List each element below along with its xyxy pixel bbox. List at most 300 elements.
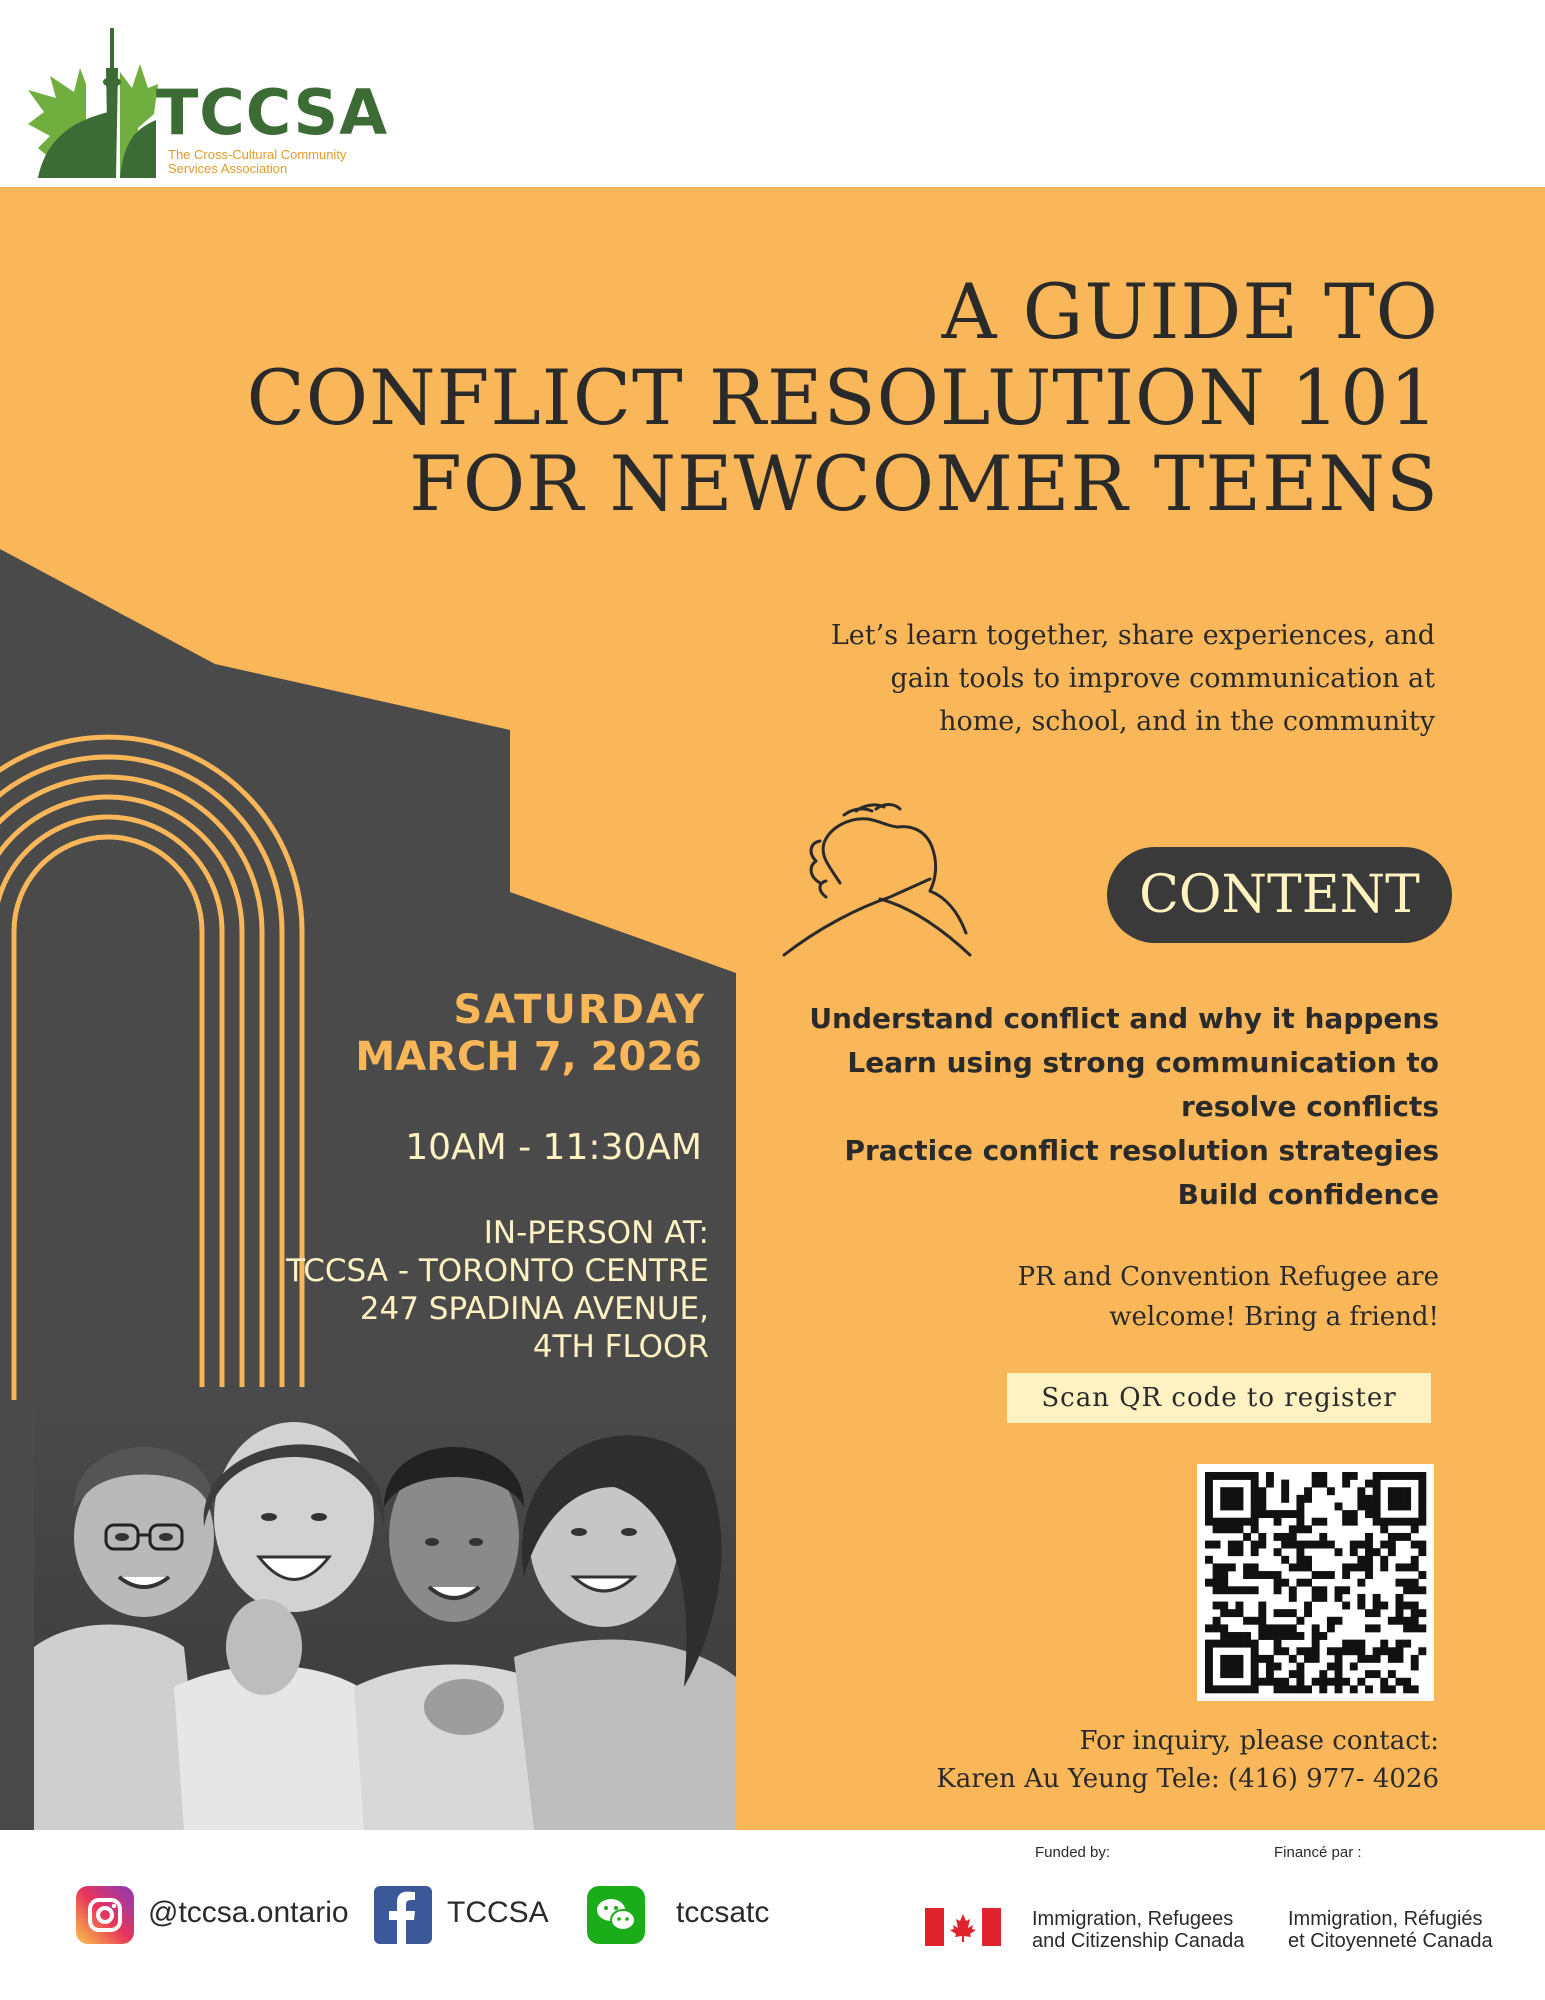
qr-module <box>1357 1640 1365 1648</box>
qr-module <box>1220 1655 1228 1663</box>
ircc-french <box>1288 1908 1493 1952</box>
qr-module <box>1304 1647 1312 1655</box>
qr-module <box>1220 1563 1228 1571</box>
event-subtitle <box>735 614 1435 743</box>
qr-module <box>1373 1548 1381 1556</box>
qr-module <box>1281 1556 1289 1564</box>
qr-module <box>1243 1632 1251 1640</box>
qr-module <box>1411 1525 1419 1533</box>
qr-module <box>1403 1579 1411 1587</box>
qr-module <box>1205 1670 1213 1678</box>
qr-module <box>1357 1487 1365 1495</box>
qr-module <box>1213 1563 1221 1571</box>
qr-module <box>1213 1571 1221 1579</box>
qr-module <box>1274 1632 1282 1640</box>
qr-module <box>1281 1480 1289 1488</box>
qr-module <box>1281 1579 1289 1587</box>
qr-module <box>1342 1571 1350 1579</box>
qr-module <box>1220 1586 1228 1594</box>
qr-module <box>1220 1632 1228 1640</box>
qr-module <box>1312 1472 1320 1480</box>
qr-module <box>1289 1533 1297 1541</box>
qr-module <box>1411 1655 1419 1663</box>
qr-module <box>1243 1586 1251 1594</box>
qr-module <box>1235 1685 1243 1693</box>
qr-module <box>1266 1510 1274 1518</box>
qr-module <box>1296 1525 1304 1533</box>
qr-module <box>1274 1678 1282 1686</box>
qr-module <box>1251 1541 1259 1549</box>
qr-module <box>1403 1624 1411 1632</box>
ircc-english <box>1032 1908 1244 1952</box>
welcome-line1: PR and Convention Refugee are <box>1017 1262 1439 1292</box>
qr-module <box>1274 1624 1282 1632</box>
qr-module <box>1335 1647 1343 1655</box>
qr-module <box>1296 1548 1304 1556</box>
qr-module <box>1274 1579 1282 1587</box>
subtitle-line3: home, school, and in the community <box>939 706 1435 737</box>
qr-module <box>1243 1518 1251 1526</box>
qr-module <box>1304 1609 1312 1617</box>
qr-module <box>1342 1563 1350 1571</box>
content-list <box>679 997 1439 1217</box>
qr-module <box>1228 1670 1236 1678</box>
content-heading-pill: CONTENT <box>1107 847 1452 943</box>
qr-module <box>1274 1663 1282 1671</box>
qr-module <box>1304 1685 1312 1693</box>
qr-module <box>1380 1541 1388 1549</box>
qr-module <box>1335 1502 1343 1510</box>
qr-module <box>1418 1472 1426 1480</box>
wechat-handle[interactable]: tccsatc <box>676 1896 770 1929</box>
qr-module <box>1296 1502 1304 1510</box>
qr-module <box>1373 1609 1381 1617</box>
qr-module <box>1304 1602 1312 1610</box>
qr-module <box>1228 1525 1236 1533</box>
qr-module <box>1327 1663 1335 1671</box>
qr-module <box>1289 1655 1297 1663</box>
qr-module <box>1342 1518 1350 1526</box>
qr-module <box>1312 1655 1320 1663</box>
qr-module <box>1296 1556 1304 1564</box>
qr-module <box>1274 1586 1282 1594</box>
qr-module <box>1228 1609 1236 1617</box>
qr-module <box>1296 1541 1304 1549</box>
ircc-fr-line1: Immigration, Réfugiés <box>1288 1908 1483 1930</box>
qr-module <box>1380 1563 1388 1571</box>
qr-module <box>1243 1640 1251 1648</box>
qr-module <box>1220 1602 1228 1610</box>
qr-module <box>1396 1518 1404 1526</box>
qr-module <box>1289 1510 1297 1518</box>
qr-module <box>1411 1556 1419 1564</box>
qr-module <box>1251 1655 1259 1663</box>
qr-module <box>1380 1678 1388 1686</box>
qr-module <box>1258 1609 1266 1617</box>
qr-module <box>1258 1632 1266 1640</box>
qr-module <box>1266 1472 1274 1480</box>
qr-module <box>1403 1533 1411 1541</box>
qr-module <box>1342 1480 1350 1488</box>
qr-module <box>1296 1670 1304 1678</box>
qr-module <box>1396 1502 1404 1510</box>
qr-module <box>1365 1533 1373 1541</box>
qr-module <box>1357 1602 1365 1610</box>
qr-module <box>1365 1685 1373 1693</box>
qr-module <box>1396 1495 1404 1503</box>
header <box>0 0 1545 187</box>
qr-module <box>1388 1541 1396 1549</box>
qr-module <box>1403 1472 1411 1480</box>
logo-brand: TCCSA <box>156 76 389 149</box>
qr-module <box>1319 1533 1327 1541</box>
qr-module <box>1220 1579 1228 1587</box>
qr-module <box>1251 1548 1259 1556</box>
inquiry-contact <box>739 1722 1439 1798</box>
qr-module <box>1251 1663 1259 1671</box>
qr-module <box>1205 1579 1213 1587</box>
qr-module <box>1289 1609 1297 1617</box>
qr-module <box>1373 1655 1381 1663</box>
qr-module <box>1304 1495 1312 1503</box>
qr-module <box>1281 1495 1289 1503</box>
qr-module <box>1251 1571 1259 1579</box>
facebook-icon[interactable] <box>374 1886 432 1944</box>
qr-module <box>1251 1495 1259 1503</box>
qr-module <box>1350 1518 1358 1526</box>
qr-module <box>1327 1678 1335 1686</box>
qr-module <box>1266 1624 1274 1632</box>
canada-flag-icon <box>925 1908 1001 1946</box>
qr-module <box>1350 1685 1358 1693</box>
qr-module <box>1251 1518 1259 1526</box>
qr-module <box>1418 1480 1426 1488</box>
qr-module <box>1373 1472 1381 1480</box>
qr-module <box>1304 1556 1312 1564</box>
qr-module <box>1388 1518 1396 1526</box>
qr-module <box>1243 1563 1251 1571</box>
qr-module <box>1205 1556 1213 1564</box>
qr-module <box>1228 1487 1236 1495</box>
inquiry-line1: For inquiry, please contact: <box>1079 1726 1439 1756</box>
qr-module <box>1304 1541 1312 1549</box>
qr-module <box>1296 1563 1304 1571</box>
qr-module <box>1357 1556 1365 1564</box>
qr-module <box>1258 1533 1266 1541</box>
qr-module <box>1251 1647 1259 1655</box>
qr-module <box>1365 1563 1373 1571</box>
qr-module <box>1312 1678 1320 1686</box>
qr-module <box>1411 1609 1419 1617</box>
qr-module <box>1403 1563 1411 1571</box>
qr-code-image <box>1197 1464 1434 1701</box>
qr-module <box>1327 1571 1335 1579</box>
qr-module <box>1266 1670 1274 1678</box>
qr-module <box>1327 1647 1335 1655</box>
qr-module <box>1350 1510 1358 1518</box>
qr-module <box>1312 1518 1320 1526</box>
qr-module <box>1312 1480 1320 1488</box>
qr-module <box>1380 1472 1388 1480</box>
qr-module <box>1357 1678 1365 1686</box>
qr-module <box>1342 1678 1350 1686</box>
qr-module <box>1319 1678 1327 1686</box>
qr-module <box>1213 1541 1221 1549</box>
qr-module <box>1388 1487 1396 1495</box>
subtitle-line2: gain tools to improve communication at <box>890 663 1435 694</box>
qr-module <box>1213 1586 1221 1594</box>
qr-module <box>1213 1472 1221 1480</box>
qr-module <box>1319 1685 1327 1693</box>
qr-module <box>1357 1594 1365 1602</box>
qr-module <box>1335 1655 1343 1663</box>
qr-module <box>1228 1472 1236 1480</box>
event-date: MARCH 7, 2026 <box>355 1034 702 1080</box>
qr-module <box>1373 1495 1381 1503</box>
qr-module <box>1289 1685 1297 1693</box>
qr-module <box>1228 1495 1236 1503</box>
qr-module <box>1388 1472 1396 1480</box>
qr-module <box>1281 1624 1289 1632</box>
qr-module <box>1418 1487 1426 1495</box>
qr-module <box>1243 1571 1251 1579</box>
qr-module <box>1411 1685 1419 1693</box>
qr-module <box>1296 1579 1304 1587</box>
title-line2: CONFLICT RESOLUTION 101 <box>246 353 1439 442</box>
qr-module <box>1251 1480 1259 1488</box>
qr-module <box>1319 1571 1327 1579</box>
qr-module <box>1373 1518 1381 1526</box>
qr-module <box>1342 1586 1350 1594</box>
qr-module <box>1251 1640 1259 1648</box>
qr-module <box>1243 1533 1251 1541</box>
qr-module <box>1411 1541 1419 1549</box>
qr-module <box>1235 1495 1243 1503</box>
qr-module <box>1235 1586 1243 1594</box>
qr-module <box>1365 1510 1373 1518</box>
qr-module <box>1418 1647 1426 1655</box>
qr-module <box>1357 1541 1365 1549</box>
qr-module <box>1289 1594 1297 1602</box>
qr-module <box>1213 1624 1221 1632</box>
funded-by-label: Funded by: <box>1035 1844 1111 1861</box>
qr-module <box>1365 1548 1373 1556</box>
qr-module <box>1266 1571 1274 1579</box>
qr-module <box>1235 1525 1243 1533</box>
poster-panel <box>0 187 1545 1830</box>
qr-module <box>1403 1495 1411 1503</box>
qr-module <box>1258 1624 1266 1632</box>
qr-module <box>1251 1525 1259 1533</box>
qr-module <box>1281 1533 1289 1541</box>
qr-module <box>1228 1541 1236 1549</box>
qr-module <box>1388 1533 1396 1541</box>
qr-module <box>1266 1663 1274 1671</box>
qr-module <box>1235 1609 1243 1617</box>
qr-module <box>1213 1640 1221 1648</box>
qr-module <box>1258 1495 1266 1503</box>
qr-module <box>1281 1510 1289 1518</box>
qr-module <box>1281 1487 1289 1495</box>
qr-module <box>1258 1541 1266 1549</box>
qr-module <box>1296 1632 1304 1640</box>
qr-module <box>1289 1586 1297 1594</box>
qr-module <box>1357 1655 1365 1663</box>
event-venue <box>286 1214 709 1366</box>
qr-module <box>1312 1586 1320 1594</box>
qr-module <box>1228 1655 1236 1663</box>
qr-module <box>1289 1541 1297 1549</box>
qr-module <box>1205 1541 1213 1549</box>
qr-module <box>1380 1556 1388 1564</box>
qr-module <box>1220 1518 1228 1526</box>
qr-module <box>1380 1525 1388 1533</box>
qr-module <box>1235 1655 1243 1663</box>
qr-module <box>1220 1670 1228 1678</box>
qr-module <box>1365 1655 1373 1663</box>
qr-module <box>1258 1617 1266 1625</box>
qr-module <box>1281 1632 1289 1640</box>
logo-sub-line1: The Cross-Cultural Community <box>168 147 347 162</box>
qr-module <box>1396 1487 1404 1495</box>
qr-module <box>1388 1685 1396 1693</box>
qr-module <box>1251 1510 1259 1518</box>
qr-module <box>1342 1647 1350 1655</box>
qr-module <box>1274 1640 1282 1648</box>
qr-module <box>1388 1670 1396 1678</box>
registration-qr-code[interactable] <box>1197 1464 1434 1701</box>
qr-module <box>1296 1663 1304 1671</box>
qr-module <box>1220 1624 1228 1632</box>
qr-module <box>1411 1624 1419 1632</box>
inquiry-line2: Karen Au Yeung Tele: (416) 977- 4026 <box>936 1764 1439 1794</box>
qr-module <box>1319 1518 1327 1526</box>
qr-module <box>1373 1624 1381 1632</box>
qr-module <box>1220 1640 1228 1648</box>
qr-module <box>1213 1525 1221 1533</box>
qr-module <box>1274 1510 1282 1518</box>
qr-module <box>1335 1548 1343 1556</box>
qr-module <box>1274 1609 1282 1617</box>
qr-module <box>1205 1472 1213 1480</box>
qr-module <box>1228 1563 1236 1571</box>
qr-module <box>1274 1647 1282 1655</box>
qr-module <box>1274 1685 1282 1693</box>
qr-module <box>1373 1647 1381 1655</box>
qr-module <box>1357 1502 1365 1510</box>
qr-module <box>1380 1602 1388 1610</box>
facebook-handle[interactable]: TCCSA <box>447 1896 549 1929</box>
qr-module <box>1235 1541 1243 1549</box>
qr-module <box>1396 1579 1404 1587</box>
qr-module <box>1411 1579 1419 1587</box>
qr-module <box>1266 1632 1274 1640</box>
qr-module <box>1296 1647 1304 1655</box>
qr-module <box>1418 1609 1426 1617</box>
qr-module <box>1373 1670 1381 1678</box>
qr-module <box>1266 1678 1274 1686</box>
qr-module <box>1251 1563 1259 1571</box>
qr-module <box>1281 1685 1289 1693</box>
qr-module <box>1235 1518 1243 1526</box>
qr-module <box>1251 1670 1259 1678</box>
logo-sub-line2: Services Association <box>168 161 288 176</box>
qr-module <box>1220 1571 1228 1579</box>
event-title <box>247 269 1439 527</box>
qr-module <box>1289 1632 1297 1640</box>
qr-module <box>1365 1502 1373 1510</box>
qr-module <box>1396 1647 1404 1655</box>
qr-module <box>1289 1670 1297 1678</box>
qr-module <box>1396 1617 1404 1625</box>
qr-module <box>1213 1602 1221 1610</box>
logo-subtitle <box>168 148 388 176</box>
qr-module <box>1228 1663 1236 1671</box>
qr-module <box>1350 1472 1358 1480</box>
qr-module <box>1228 1685 1236 1693</box>
qr-module <box>1342 1602 1350 1610</box>
content-item: resolve conflicts <box>1180 1090 1439 1123</box>
qr-module <box>1205 1495 1213 1503</box>
qr-module <box>1357 1495 1365 1503</box>
qr-module <box>1388 1655 1396 1663</box>
qr-module <box>1258 1510 1266 1518</box>
qr-module <box>1296 1518 1304 1526</box>
qr-module <box>1365 1670 1373 1678</box>
qr-module <box>1258 1678 1266 1686</box>
qr-module <box>1296 1617 1304 1625</box>
qr-module <box>1335 1594 1343 1602</box>
qr-module <box>1274 1571 1282 1579</box>
qr-module <box>1335 1663 1343 1671</box>
qr-module <box>1373 1502 1381 1510</box>
qr-module <box>1235 1548 1243 1556</box>
qr-module <box>1418 1541 1426 1549</box>
qr-module <box>1304 1579 1312 1587</box>
qr-module <box>1312 1541 1320 1549</box>
qr-module <box>1365 1624 1373 1632</box>
qr-module <box>1213 1579 1221 1587</box>
ircc-en-line1: Immigration, Refugees <box>1032 1908 1234 1930</box>
qr-module <box>1373 1487 1381 1495</box>
qr-module <box>1220 1609 1228 1617</box>
qr-module <box>1251 1586 1259 1594</box>
group-photo <box>34 1387 736 1830</box>
qr-module <box>1418 1586 1426 1594</box>
event-time: 10AM - 11:30AM <box>405 1127 702 1168</box>
qr-module <box>1403 1617 1411 1625</box>
qr-module <box>1205 1518 1213 1526</box>
qr-module <box>1220 1663 1228 1671</box>
qr-module <box>1205 1685 1213 1693</box>
instagram-handle[interactable]: @tccsa.ontario <box>148 1896 349 1929</box>
qr-module <box>1205 1663 1213 1671</box>
qr-module <box>1373 1602 1381 1610</box>
event-day: SATURDAY <box>453 987 706 1033</box>
qr-module <box>1380 1685 1388 1693</box>
qr-module <box>1342 1510 1350 1518</box>
qr-module <box>1357 1563 1365 1571</box>
logo-brand-text <box>156 76 389 149</box>
qr-module <box>1235 1670 1243 1678</box>
qr-module <box>1373 1510 1381 1518</box>
qr-module <box>1350 1541 1358 1549</box>
handshake-icon <box>780 787 980 967</box>
wechat-icon[interactable] <box>587 1886 645 1944</box>
qr-module <box>1274 1533 1282 1541</box>
qr-module <box>1418 1510 1426 1518</box>
instagram-icon[interactable] <box>76 1886 134 1944</box>
